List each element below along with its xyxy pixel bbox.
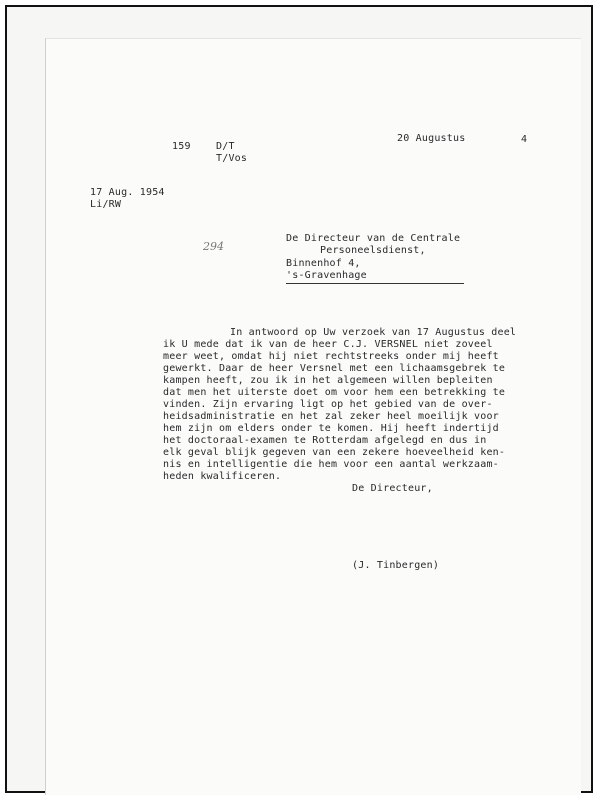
body-line: hem zijn om elders onder te komen. Hij heeft indertijd	[163, 423, 499, 434]
body-line: elk geval blijk gegeven van een zekere hoeveelheid ken-	[163, 447, 506, 458]
handwritten-number: 294	[203, 240, 224, 253]
reference-initials: Li/RW	[90, 199, 122, 210]
reference-code-1: D/T	[216, 141, 235, 152]
body-line: kampen heeft, zou ik in het algemeen willen bepleiten	[163, 375, 493, 386]
body-line: vinden. Zijn ervaring ligt op het gebied van de over-	[163, 399, 493, 410]
address-line-1: De Directeur van de Centrale	[286, 233, 461, 244]
signature-name: (J. Tinbergen)	[352, 560, 440, 571]
address-line-3: Binnenhof 4,	[286, 258, 361, 269]
body-line: ik U mede dat ik van de heer C.J. VERSNEL niet zoveel	[163, 339, 493, 350]
reference-code-2: T/Vos	[216, 153, 248, 164]
body-line: heden kwalificeren.	[163, 471, 282, 482]
address-line-4: 's-Gravenhage	[286, 270, 367, 281]
received-date-stamp: 17 Aug. 1954	[90, 187, 165, 198]
body-line: gewerkt. Daar de heer Versnel met een lichaamsgebrek te	[163, 363, 506, 374]
letter-date: 20 Augustus	[397, 133, 466, 144]
body-line: heidsadministratie en het zal zeker heel moeilijk voor	[163, 411, 499, 422]
address-line-2: Personeelsdienst,	[320, 245, 426, 256]
body-line: meer weet, omdat hij niet rechtstreeks onder mij heeft	[163, 351, 499, 362]
address-underline	[286, 283, 464, 284]
letter-number: 159	[172, 141, 191, 152]
body-line: In antwoord op Uw verzoek van 17 Augustus deel	[230, 327, 517, 338]
body-line: nis en intelligentie die hem voor een aantal werkzaam-	[163, 459, 499, 470]
body-line: het doctoraal-examen te Rotterdam afgelegd en dus in	[163, 435, 487, 446]
closing-title: De Directeur,	[352, 483, 433, 494]
body-line: dat men het uiterste doet om voor hem een betrekking te	[163, 387, 506, 398]
page-mark: 4	[521, 134, 528, 145]
